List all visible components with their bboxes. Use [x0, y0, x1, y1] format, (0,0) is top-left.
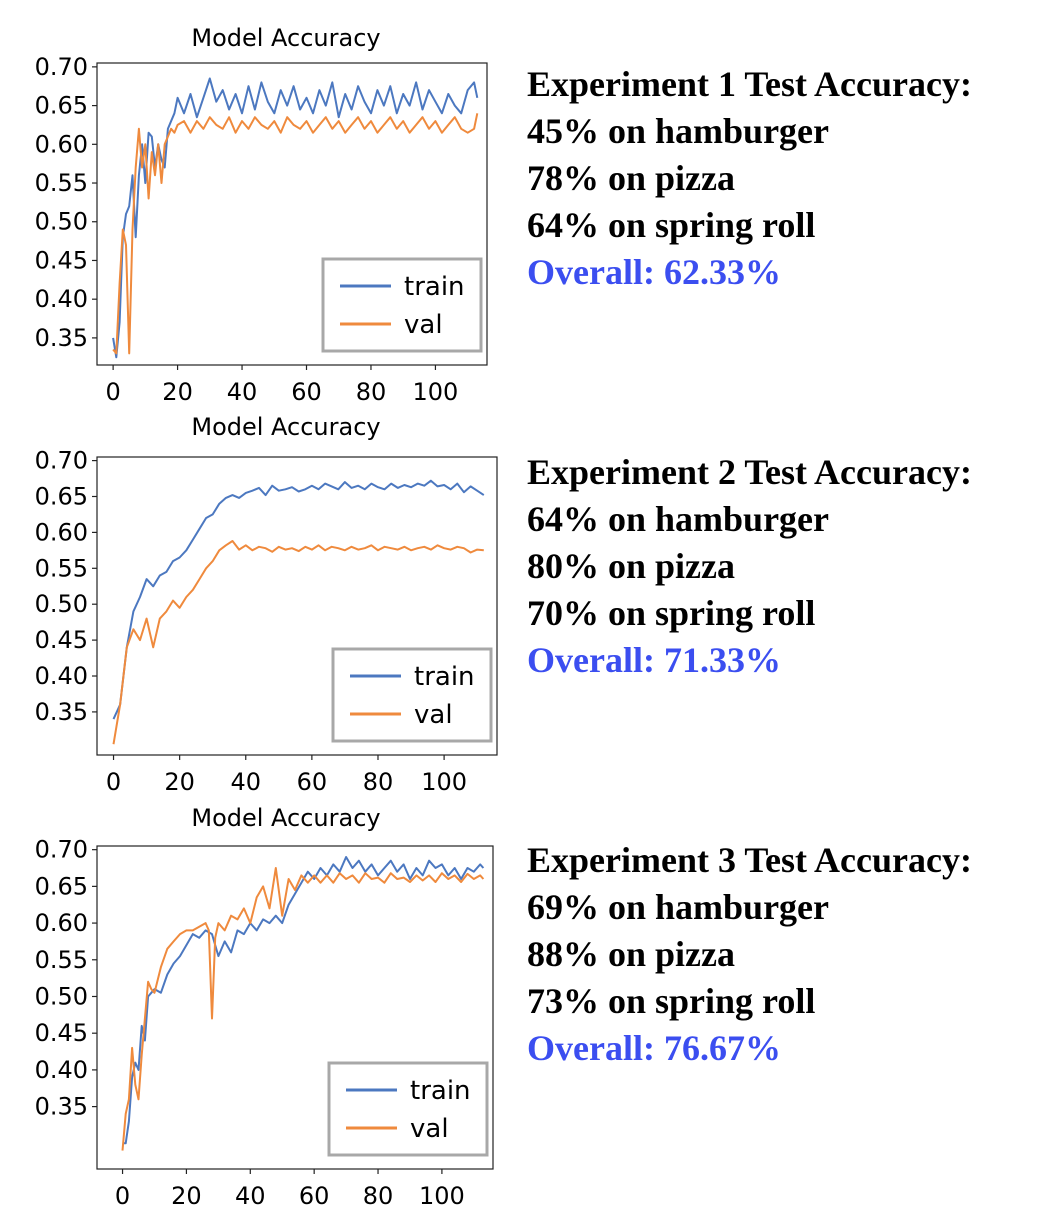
overall-accuracy: Overall: 71.33% — [527, 640, 781, 680]
legend-label-val: val — [414, 700, 453, 730]
x-tick-label: 0 — [105, 768, 122, 796]
x-tick-label: 100 — [421, 768, 468, 796]
chart-title: Model Accuracy — [191, 413, 381, 441]
hamburger-accuracy: 69% on hamburger — [527, 887, 830, 927]
chart-title: Model Accuracy — [191, 804, 381, 832]
x-tick-label: 0 — [105, 378, 121, 406]
x-tick-label: 80 — [362, 1182, 394, 1210]
y-tick-label: 0.55 — [34, 169, 88, 198]
legend-label-train: train — [404, 272, 465, 302]
x-tick-label: 80 — [355, 378, 387, 406]
results-block-1 — [527, 61, 1027, 296]
y-tick-label: 0.40 — [34, 662, 88, 691]
y-tick-label: 0.45 — [34, 246, 88, 275]
y-tick-label: 0.55 — [34, 554, 88, 583]
accuracy-chart-2 — [0, 390, 520, 796]
x-tick-label: 60 — [296, 768, 328, 796]
x-tick-label: 100 — [412, 378, 459, 406]
results-block-2 — [527, 449, 1027, 684]
x-tick-label: 60 — [298, 1182, 330, 1210]
experiment-panel-1 — [0, 0, 1042, 406]
x-tick-label: 20 — [162, 378, 193, 406]
y-tick-label: 0.65 — [34, 482, 88, 511]
y-tick-label: 0.50 — [34, 982, 88, 1011]
x-tick-label: 40 — [235, 1182, 266, 1210]
y-tick-label: 0.35 — [34, 697, 88, 726]
pizza-accuracy: 80% on pizza — [527, 546, 736, 586]
hamburger-accuracy: 45% on hamburger — [527, 111, 830, 151]
accuracy-chart-1 — [0, 0, 520, 406]
x-tick-label: 80 — [362, 768, 394, 796]
y-tick-label: 0.40 — [34, 285, 88, 314]
x-tick-label: 20 — [171, 1182, 202, 1210]
x-tick-label: 40 — [226, 378, 258, 406]
y-tick-label: 0.65 — [34, 91, 88, 120]
spring-roll-accuracy: 64% on spring roll — [527, 205, 816, 245]
y-tick-label: 0.45 — [34, 1019, 88, 1048]
experiment-panel-2 — [0, 390, 1042, 796]
results-heading: Experiment 2 Test Accuracy: — [527, 452, 972, 492]
chart-title: Model Accuracy — [191, 24, 381, 52]
x-tick-label: 60 — [291, 378, 322, 406]
accuracy-chart-3 — [0, 781, 520, 1210]
y-tick-label: 0.45 — [34, 626, 88, 655]
overall-accuracy: Overall: 76.67% — [527, 1028, 781, 1068]
overall-accuracy: Overall: 62.33% — [527, 252, 781, 292]
x-tick-label: 100 — [418, 1182, 465, 1210]
pizza-accuracy: 88% on pizza — [527, 934, 736, 974]
hamburger-accuracy: 64% on hamburger — [527, 499, 830, 539]
y-tick-label: 0.70 — [34, 835, 88, 864]
y-tick-label: 0.40 — [34, 1055, 88, 1084]
y-tick-label: 0.50 — [34, 207, 88, 236]
y-tick-label: 0.65 — [34, 872, 88, 901]
legend-label-val: val — [410, 1114, 449, 1144]
x-tick-label: 20 — [164, 768, 195, 796]
y-tick-label: 0.60 — [34, 909, 88, 938]
y-tick-label: 0.55 — [34, 945, 88, 974]
y-tick-label: 0.70 — [34, 446, 88, 475]
y-tick-label: 0.60 — [34, 518, 88, 547]
results-heading: Experiment 1 Test Accuracy: — [527, 64, 972, 104]
x-tick-label: 40 — [230, 768, 262, 796]
pizza-accuracy: 78% on pizza — [527, 158, 736, 198]
x-tick-label: 0 — [114, 1182, 131, 1210]
legend-label-val: val — [404, 310, 443, 340]
spring-roll-accuracy: 73% on spring roll — [527, 981, 816, 1021]
y-tick-label: 0.50 — [34, 590, 88, 619]
legend-label-train: train — [414, 662, 475, 692]
y-tick-label: 0.70 — [34, 52, 88, 81]
y-tick-label: 0.60 — [34, 130, 88, 159]
y-tick-label: 0.35 — [34, 1092, 88, 1121]
legend-label-train: train — [410, 1076, 471, 1106]
spring-roll-accuracy: 70% on spring roll — [527, 593, 816, 633]
results-block-3 — [527, 837, 1027, 1072]
y-tick-label: 0.35 — [34, 323, 88, 352]
results-heading: Experiment 3 Test Accuracy: — [527, 840, 972, 880]
experiment-panel-3 — [0, 781, 1042, 1210]
